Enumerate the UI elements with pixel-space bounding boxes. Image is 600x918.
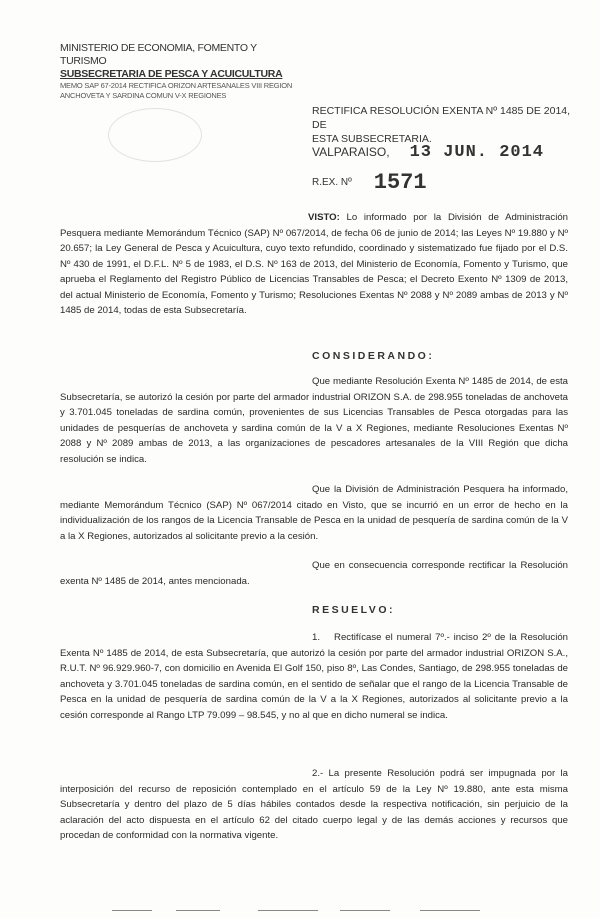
memo-line-1: MEMO SAP 67-2014 RECTIFICA ORIZON ARTESANALES VIII REGION [60, 81, 293, 90]
letterhead [60, 42, 300, 101]
date-line [312, 143, 544, 162]
place-label: VALPARAISO, [312, 145, 390, 159]
subsecretaria-name: SUBSECRETARIA DE PESCA Y ACUICULTURA [60, 68, 283, 80]
considerando-paragraph-3: Que en consecuencia corresponde rectificar la Resolución exenta Nº 1485 de 2014, antes mencionada. [60, 560, 568, 587]
reference-line-2: ESTA SUBSECRETARIA. [312, 133, 432, 145]
signature-mark [176, 910, 220, 911]
memo-line-2: ANCHOVETA Y SARDINA COMUN V-X REGIONES [60, 91, 227, 100]
date-stamp: 13 JUN. 2014 [409, 143, 545, 162]
considerando-paragraph-1: Que mediante Resolución Exenta Nº 1485 de 2014, de esta Subsecretaría, se autorizó la cesión por parte del armador industrial ORIZON S.A. de 298.955 toneladas de anchoveta y 3.701.045 toneladas de sardina común, provenientes de sus Licencias Transables de Pesca otorgadas para las unidades de pesquerías de anchoveta y sardina común de la V a X Regiones, mediante Resoluciones Exentas Nº 2088 y Nº 2089 ambas de 2013, a las organizaciones de pescadores artesanales de la VIII Región que dicha resolución se indica. [60, 376, 568, 465]
reference-line-1: RECTIFICA RESOLUCIÓN EXENTA Nº 1485 DE 2014, DE [312, 105, 571, 131]
visto-heading: VISTO: [308, 212, 340, 223]
signature-mark [340, 910, 390, 911]
considerando-heading: CONSIDERANDO: [312, 350, 435, 362]
faded-stamp-seal [108, 108, 202, 162]
ministry-name: MINISTERIO DE ECONOMIA, FOMENTO Y TURISMO [60, 42, 257, 67]
signature-mark [258, 910, 318, 911]
resolution-reference [312, 104, 572, 146]
resuelvo-item-2-number: 2.- [312, 768, 324, 779]
signature-mark [420, 910, 480, 911]
visto-text: Lo informado por la División de Administración Pesquera mediante Memorándum Técnico (SAP) Nº 067/2014, de fecha 06 de junio de 2014; las Leyes Nº 19.880 y Nº 20.657; la Ley General de Pesca y Acuicultura, cuyo texto refundido, coordinado y sistematizado fue fijado por el D.S. Nº 430 de 1991, el D.F.L. Nº 5 de 1983, el D.S. Nº 163 de 2013, del Ministerio de Economía, Fomento y Turismo, que aprueba el Reglamento del Registro Público de Licencias Transables de Pesca; el Decreto Exento Nº 1309 de 2013, del actual Ministerio de Economía, Fomento y Turismo; Resoluciones Exentas Nº 2088 y Nº 2089 ambas de 2013 y Nº 1485 de 2014, todas de esta Subsecretaría. [60, 212, 568, 316]
resuelvo-heading: RESUELVO: [312, 604, 395, 616]
rex-label: R.EX. Nº [312, 177, 352, 189]
signature-mark [112, 910, 152, 911]
resuelvo-item-2: 2.- La presente Resolución podrá ser impugnada por la interposición del recurso de reposición contemplado en el artículo 59 de la Ley Nº 19.880, ante esta misma Subsecretaría y dentro del plazo de 5 días hábiles contados desde la respectiva notificación, sin perjuicio de la aclaración del acto dispuesta en el artículo 62 del citado cuerpo legal y de las demás acciones y recursos que procedan de conformidad con la normativa vigente. [60, 768, 569, 841]
rex-line [312, 170, 427, 195]
visto-paragraph [60, 210, 568, 319]
considerando-paragraph-2: Que la División de Administración Pesquera ha informado, mediante Memorándum Técnico (SAP) Nº 067/2014 citado en Visto, que se incurrió en un error de hecho en la individualización de los rangos de la Licencia Transable de Pesca en la unidad de pesquería de sardina común de la V a la X Regiones, autorizados al solicitante previo a la cesión. [60, 484, 568, 542]
resuelvo-item-1: 1. Rectifícase el numeral 7º.- inciso 2º de la Resolución Exenta Nº 1485 de 2014, de esta Subsecretaría, que autorizó la cesión por parte del armador industrial ORIZON S.A., R.U.T. Nº 96.929.960-7, con domicilio en Avenida El Golf 150, piso 8º, Las Condes, Santiago, de 298.955 toneladas de anchoveta y 3.701.045 toneladas de sardina común, en el sentido de señalar que el rango de la Licencia Transable de Pesca en la unidad de pesquería de sardina común de la V a la X Regiones, autorizados al solicitante previo a la cesión corresponde al Rango LTP 79.099 – 98.545, y no al que en dicho numeral se indica. [60, 632, 568, 721]
rex-number: 1571 [373, 170, 427, 195]
resuelvo-item-1-number: 1. [312, 632, 321, 643]
